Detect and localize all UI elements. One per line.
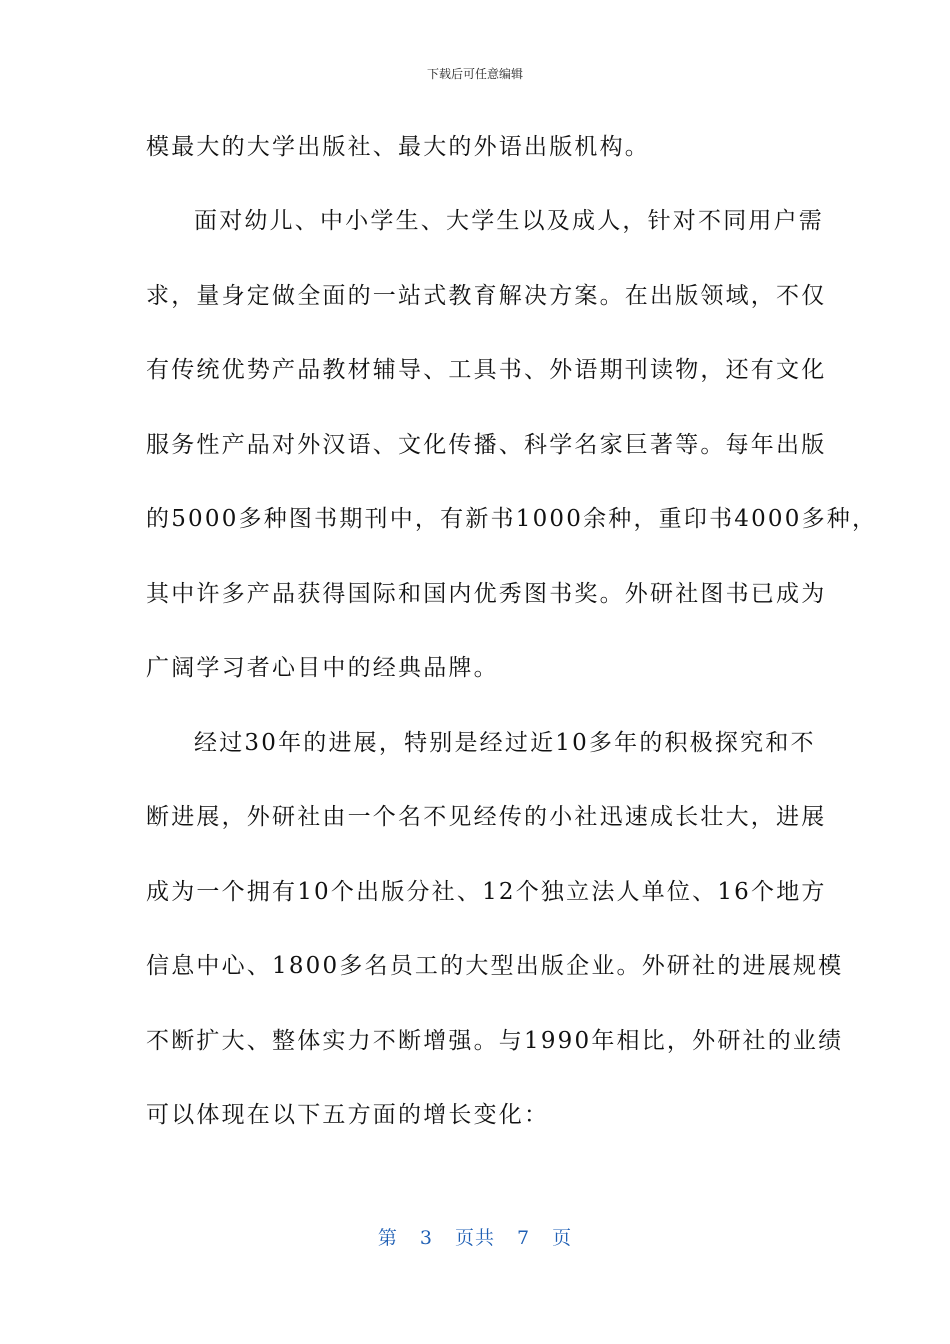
current-page-number: 3 bbox=[419, 1227, 433, 1249]
body-text-line: 信息中心、1800多名员工的大型出版企业。外研社的进展规模 bbox=[146, 953, 844, 979]
page-number-footer bbox=[0, 1226, 950, 1250]
body-text-line: 可以体现在以下五方面的增长变化： bbox=[146, 1102, 550, 1128]
body-text-line: 其中许多产品获得国际和国内优秀图书奖。外研社图书已成为 bbox=[146, 581, 827, 607]
body-text-line: 断进展，外研社由一个名不见经传的小社迅速成长壮大，进展 bbox=[146, 804, 827, 830]
body-text-line: 服务性产品对外汉语、文化传播、科学名家巨著等。每年出版 bbox=[146, 432, 827, 458]
page-prefix: 第 bbox=[377, 1227, 398, 1249]
page-suffix: 页 bbox=[552, 1227, 573, 1249]
body-text-line: 有传统优势产品教材辅导、工具书、外语期刊读物，还有文化 bbox=[146, 357, 827, 383]
body-text-line: 求，量身定做全面的一站式教育解决方案。在出版领域，不仅 bbox=[146, 283, 827, 309]
body-text-line: 不断扩大、整体实力不断增强。与1990年相比，外研社的业绩 bbox=[146, 1028, 844, 1054]
body-text-line: 面对幼儿、中小学生、大学生以及成人，针对不同用户需 bbox=[194, 208, 824, 234]
body-text-line: 成为一个拥有10个出版分社、12个独立法人单位、16个地方 bbox=[146, 879, 827, 905]
body-text-line: 经过30年的进展，特别是经过近10多年的积极探究和不 bbox=[194, 730, 816, 756]
body-text-line: 模最大的大学出版社、最大的外语出版机构。 bbox=[146, 134, 650, 160]
body-text-line: 的5000多种图书期刊中，有新书1000余种，重印书4000多种， bbox=[146, 506, 878, 532]
total-pages-number: 7 bbox=[517, 1227, 531, 1249]
page-header-note: 下载后可任意编辑 bbox=[426, 67, 523, 81]
page-middle-text: 页共 bbox=[454, 1227, 495, 1249]
body-text-line: 广阔学习者心目中的经典品牌。 bbox=[146, 655, 499, 681]
